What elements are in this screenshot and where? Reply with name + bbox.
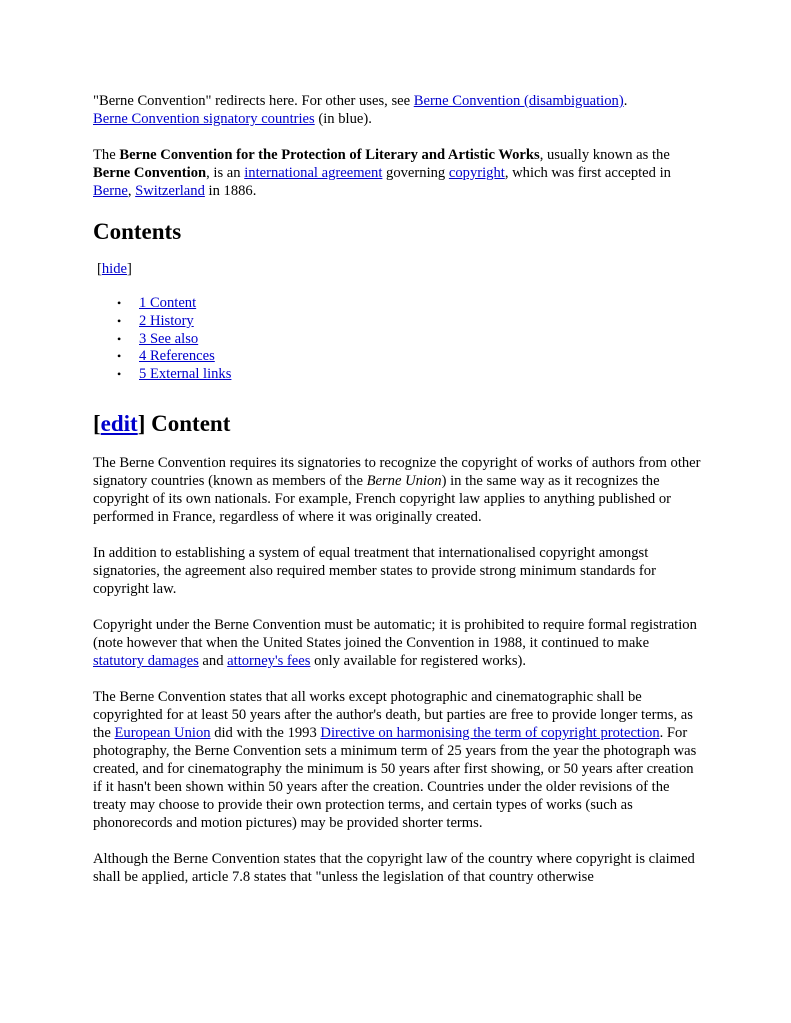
link-switzerland[interactable]: Switzerland — [135, 183, 205, 199]
link-attorneys-fees[interactable]: attorney's fees — [227, 652, 311, 669]
bracket: ] — [127, 261, 132, 277]
toc-link-references[interactable]: 4 References — [139, 348, 215, 365]
bullet-icon: • — [117, 367, 122, 382]
content-paragraph-3 — [93, 616, 703, 670]
toc-list — [93, 295, 703, 384]
hatnote-text: . — [623, 93, 628, 109]
content-paragraph-1 — [93, 454, 703, 526]
bullet-icon: • — [117, 331, 122, 346]
content-paragraph-5: Although the Berne Convention states that the copyright law of the country where copyright is claimed shall be applied, article 7.8 states that "unless the legislation of that country otherwise — [93, 850, 695, 885]
italic-berne-union: Berne Union — [366, 472, 442, 489]
link-international-agreement[interactable]: international agreement — [244, 165, 383, 181]
paragraph-text: and — [198, 652, 228, 669]
toc-item — [117, 330, 703, 349]
hatnote-text: (in blue). — [314, 111, 372, 127]
content-paragraph-4 — [93, 688, 703, 832]
paragraph-text: ) in the same way as it recognizes the copyright of its own nationals. For example, French copyright law applies to anything published or performed in France, regardless of where it was originally created. — [93, 472, 671, 525]
toc-hide-link[interactable]: hide — [101, 261, 128, 277]
intro-text: , — [127, 183, 136, 199]
toc-link-history[interactable]: 2 History — [139, 312, 194, 329]
toc-link-external-links[interactable]: 5 External links — [139, 366, 232, 383]
toc-item — [117, 312, 703, 331]
intro-text: , is an — [206, 165, 245, 181]
intro-text: The — [93, 147, 120, 163]
toc-item — [117, 295, 703, 313]
document-page — [93, 92, 703, 904]
link-berne[interactable]: Berne — [93, 183, 128, 199]
bracket: [ — [97, 261, 102, 277]
bullet-icon: • — [117, 349, 122, 364]
hatnote — [93, 92, 703, 128]
bracket: [ — [93, 410, 101, 436]
link-copyright[interactable]: copyright — [448, 165, 505, 181]
link-signatory-countries[interactable]: Berne Convention signatory countries — [93, 111, 315, 127]
intro-paragraph — [93, 146, 703, 200]
section-heading-content — [93, 410, 703, 438]
paragraph-text: The Berne Convention states that all works except photographic and cinematographic shall be copyrighted for at least 50 years after the author's death, but parties are free to provide longer terms, as the — [93, 688, 693, 741]
toc-item — [117, 348, 703, 366]
paragraph-text: did with the 1993 — [210, 724, 321, 741]
intro-text: in 1886. — [204, 183, 257, 199]
section-heading-text: Content — [145, 410, 231, 436]
paragraph-text: . For photography, the Berne Convention sets a minimum term of 25 years from the year the photograph was created, and for cinematography the minimum is 50 years after first showing, or 50 years after creation if it hasn't been shown within 50 years after the creation. Countries under the older revisions of the treaty may choose to provide their own protection terms, and certain types of works (such as phonorecords and motion pictures) may be provided shorter terms. — [93, 724, 697, 831]
intro-bold-title: Berne Convention for the Protection of Literary and Artistic Works — [119, 147, 540, 163]
toc-link-content[interactable]: 1 Content — [139, 295, 197, 311]
bullet-icon: • — [117, 313, 122, 328]
link-statutory-damages[interactable]: statutory damages — [93, 652, 199, 669]
bullet-icon: • — [117, 296, 122, 310]
intro-text: governing — [382, 165, 449, 181]
link-directive-term-copyright[interactable]: Directive on harmonising the term of copyright protection — [320, 724, 660, 741]
paragraph-text: The Berne Convention requires its signatories to recognize the copyright of works of authors from other signatory countries (known as members of the — [93, 454, 701, 489]
content-paragraph-2: In addition to establishing a system of equal treatment that internationalised copyright amongst signatories, the agreement also required member states to provide strong minimum standards for copyright law. — [93, 544, 656, 597]
bracket: ] — [137, 410, 146, 436]
intro-text: , which was first accepted in — [504, 165, 671, 181]
link-european-union[interactable]: European Union — [114, 724, 211, 741]
intro-bold-short: Berne Convention — [93, 165, 207, 181]
paragraph-text: only available for registered works). — [310, 652, 527, 669]
toc-item — [117, 366, 703, 384]
hatnote-text: "Berne Convention" redirects here. For other uses, see — [93, 93, 414, 109]
toc-title: Contents — [93, 219, 182, 244]
edit-section-link[interactable]: edit — [100, 410, 138, 436]
intro-text: , usually known as the — [539, 147, 670, 163]
toc-link-see-also[interactable]: 3 See also — [139, 330, 199, 347]
link-berne-convention-disambiguation[interactable]: Berne Convention (disambiguation) — [413, 93, 624, 109]
toc-hide-toggle — [97, 260, 703, 278]
paragraph-text: Copyright under the Berne Convention must be automatic; it is prohibited to require formal registration (note however that when the United States joined the Convention in 1988, it continued to make — [93, 616, 697, 651]
